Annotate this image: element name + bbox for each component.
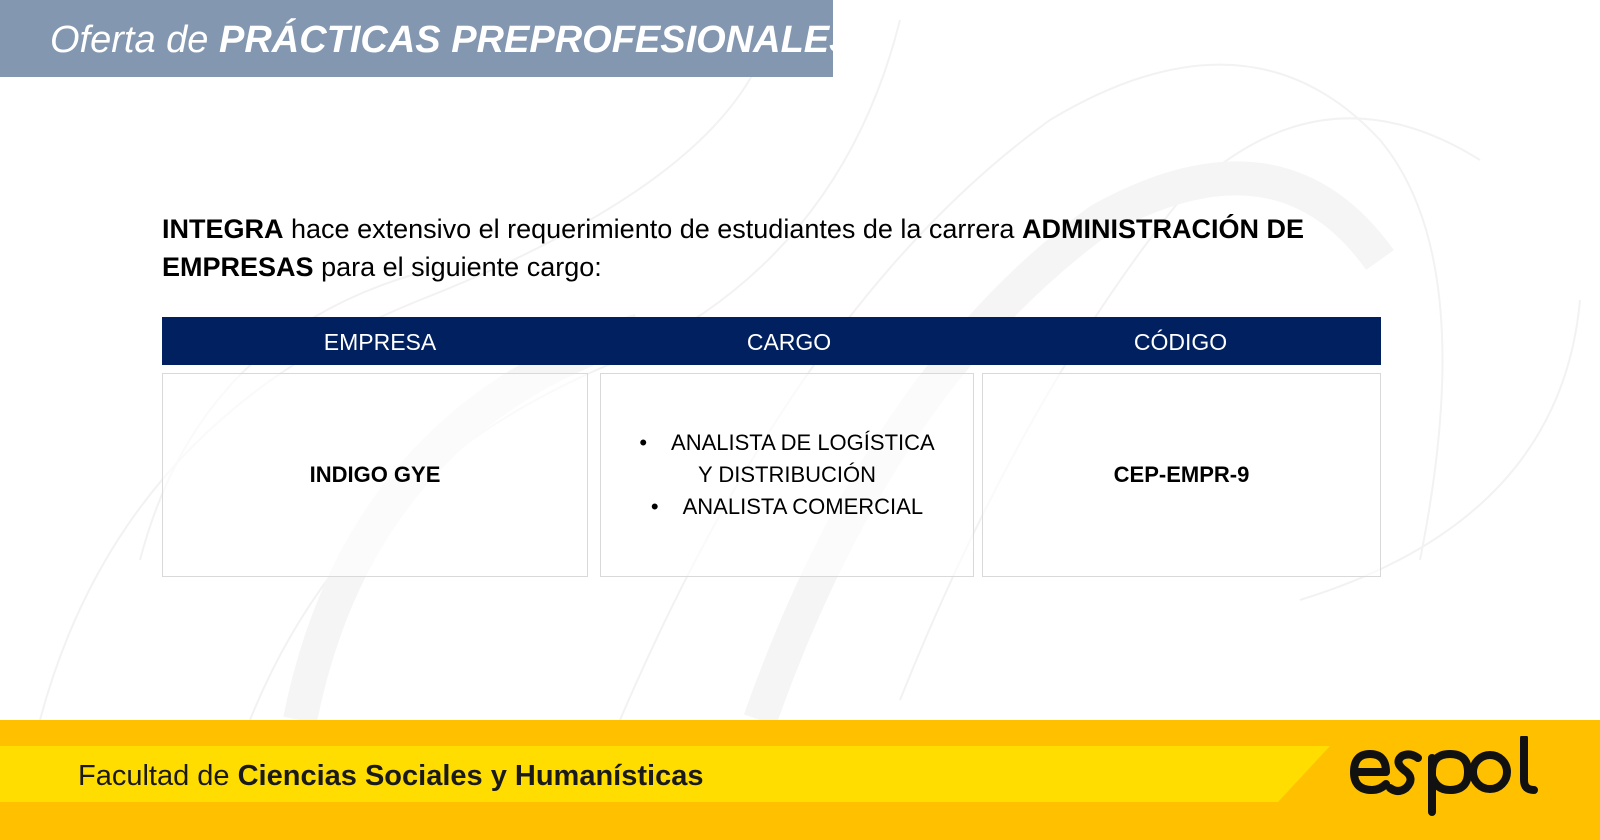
bullet-icon: • [639, 430, 648, 455]
faculty-name [78, 756, 703, 796]
title-bold: PRÁCTICAS PREPROFESIONALES [218, 19, 855, 61]
cell-codigo [982, 373, 1381, 577]
cell-empresa [162, 373, 588, 577]
intro-company: INTEGRA [162, 214, 284, 244]
list-item [637, 491, 937, 523]
faculty-light: Facultad de [78, 760, 230, 792]
cargo-item-2: ANALISTA COMERCIAL [682, 494, 924, 519]
intro-career: ADMINISTRACIÓN DE EMPRESAS [162, 214, 1304, 282]
empresa-value: INDIGO GYE [309, 462, 441, 487]
bullet-icon: • [650, 494, 659, 519]
table-header-row [162, 317, 1381, 365]
intro-text-2: para el siguiente cargo: [321, 252, 602, 282]
header-codigo: CÓDIGO [1133, 329, 1228, 355]
page-title [0, 0, 855, 77]
cell-cargo [600, 373, 974, 577]
list-item [637, 427, 937, 491]
header-cargo: CARGO [746, 329, 832, 355]
cargo-item-1: ANALISTA DE LOGÍSTICA Y DISTRIBUCIÓN [671, 430, 935, 487]
intro-paragraph [162, 210, 1422, 286]
faculty-bold: Ciencias Sociales y Humanísticas [237, 760, 704, 792]
footer [0, 720, 1600, 840]
cargo-list [637, 427, 937, 523]
header-empresa: EMPRESA [323, 329, 437, 355]
codigo-value: CEP-EMPR-9 [1113, 462, 1250, 487]
espol-logo-icon [1348, 736, 1538, 820]
title-light: Oferta de [50, 19, 209, 61]
intro-text-1: hace extensivo el requerimiento de estudiantes de la carrera [291, 214, 1015, 244]
